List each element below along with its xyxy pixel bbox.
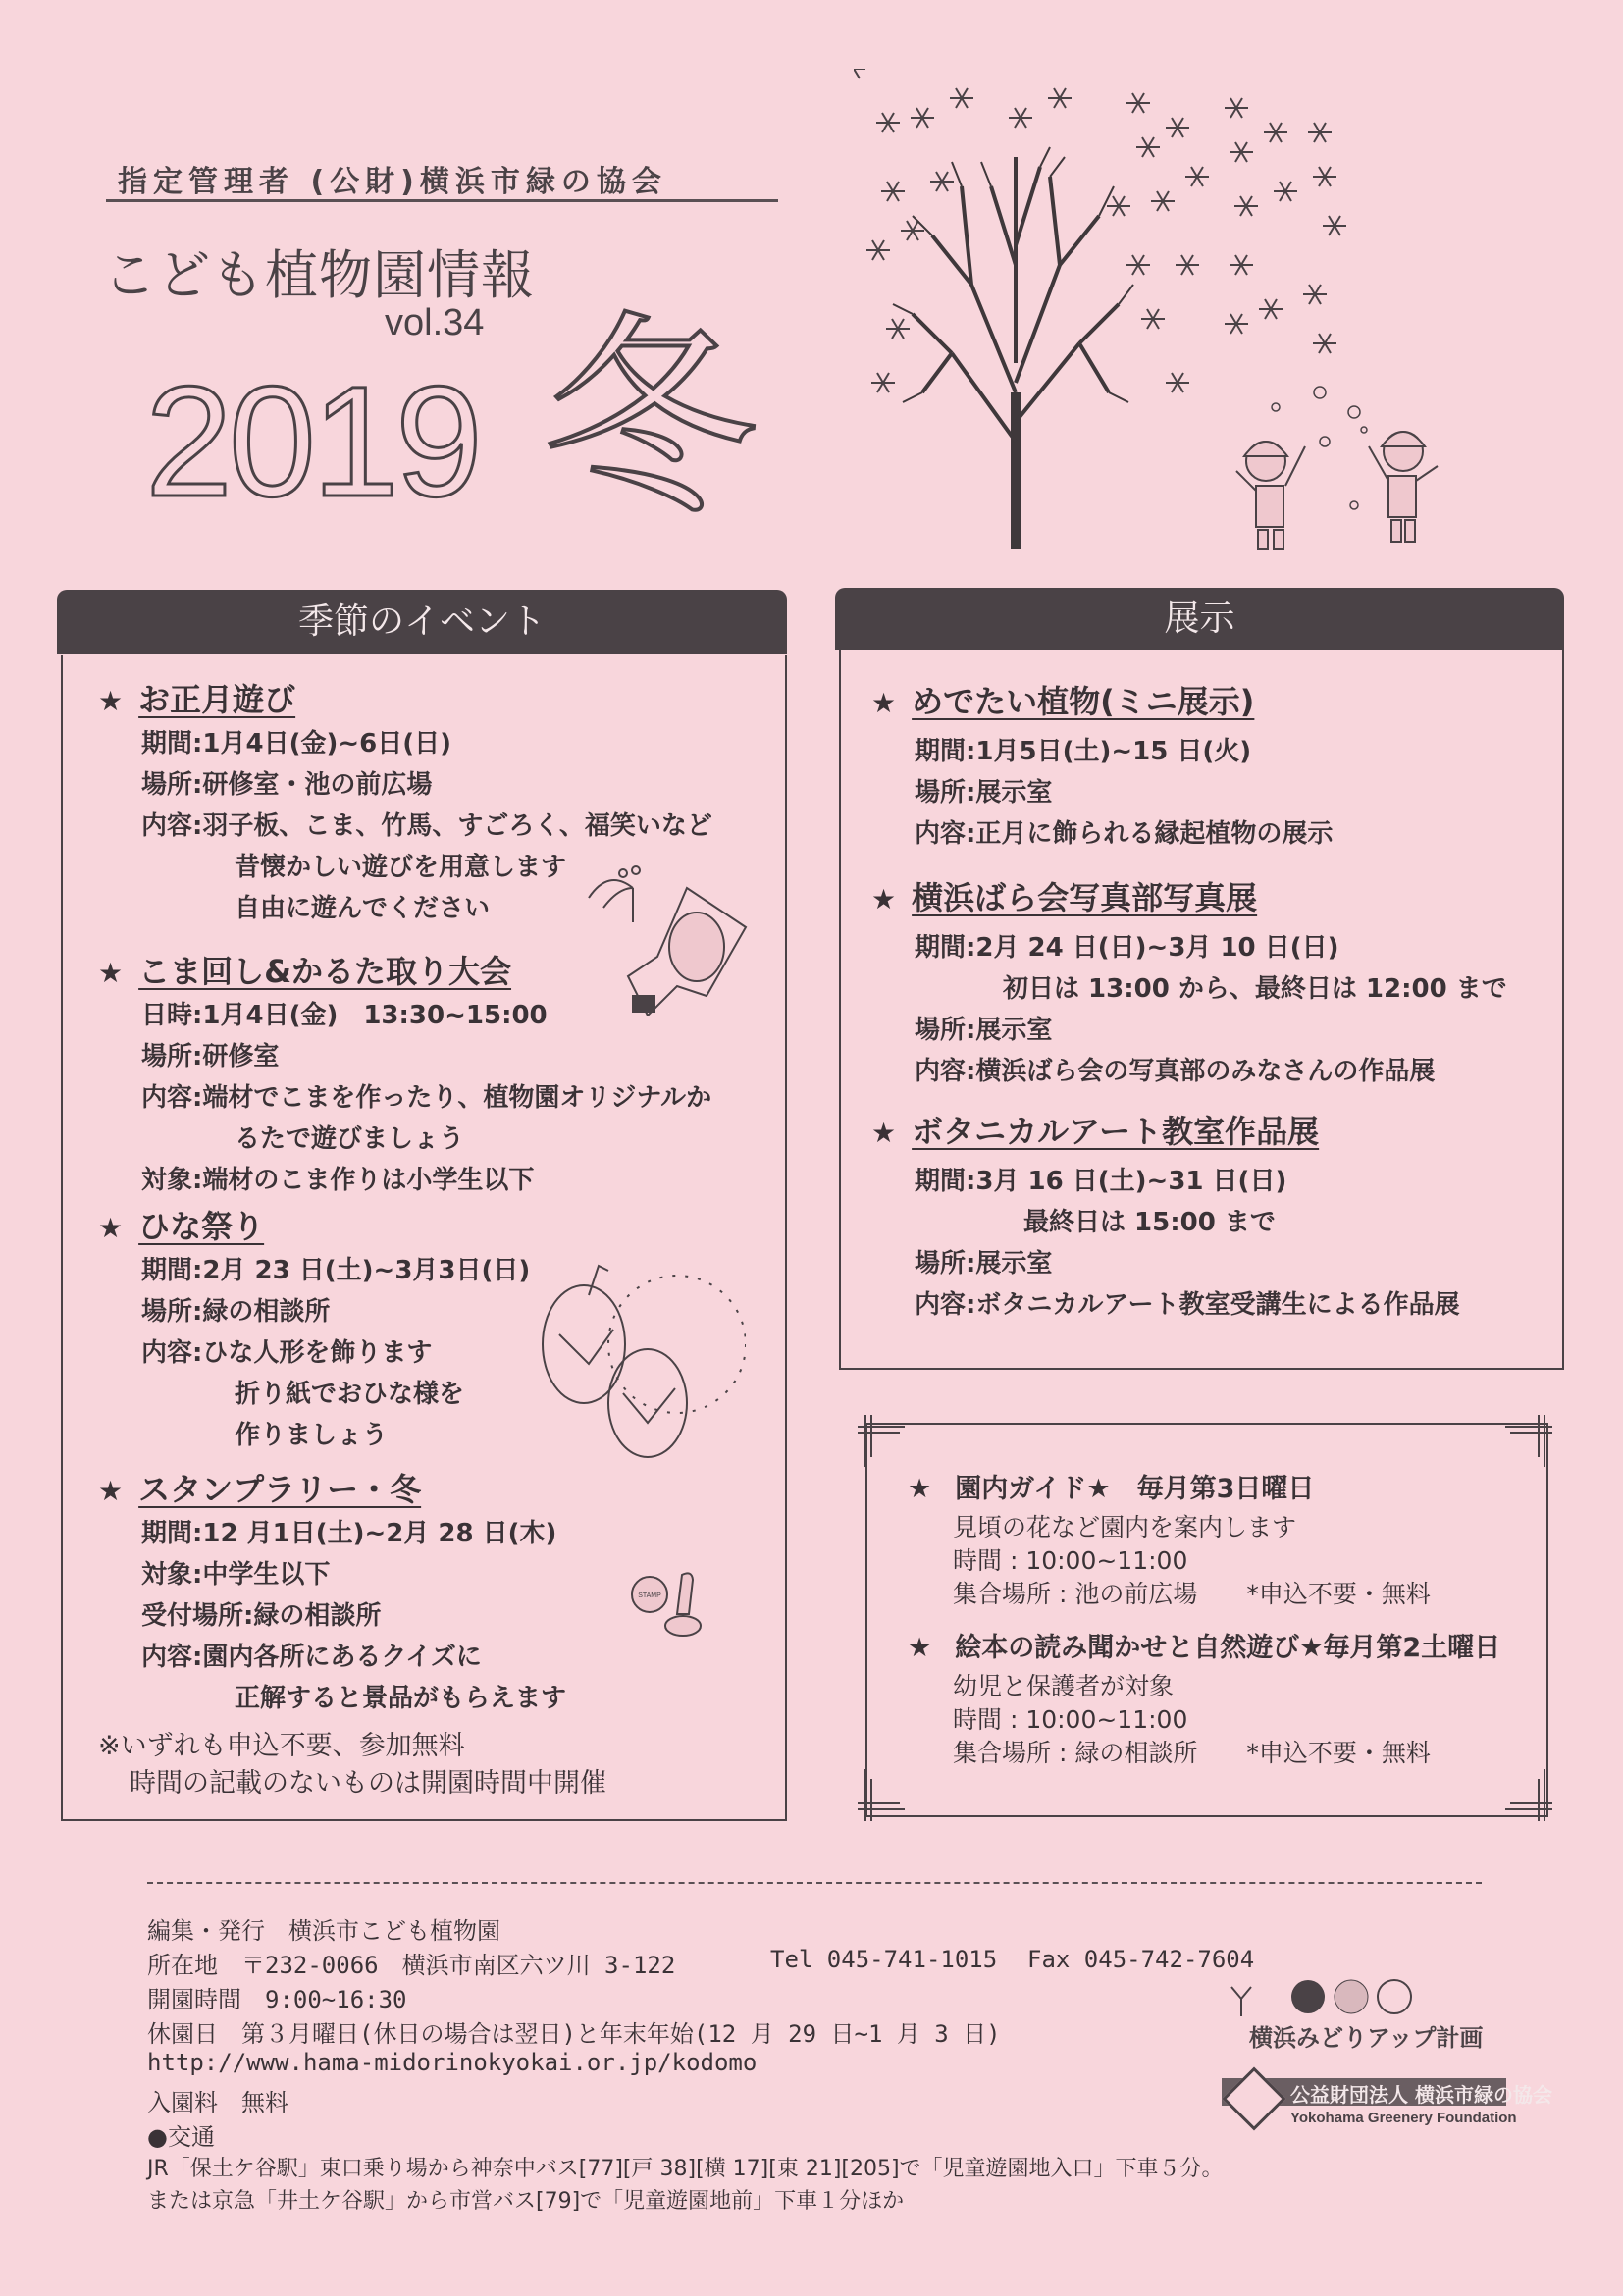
events-section-header: 季節のイベント xyxy=(57,590,787,654)
exhibit-period-note: 最終日は 15:00 まで xyxy=(1023,1208,1276,1237)
event-hina-matsuri xyxy=(98,1202,530,1453)
footer-access-line: または京急「井土ケ谷駅」から市営バス[79]で「児童遊園地前」下車１分ほか xyxy=(147,2189,905,2214)
star-icon: ★ xyxy=(871,1117,897,1149)
guide-description: 見頃の花など園内を案内します xyxy=(953,1513,1297,1541)
guide-description: 幼児と保護者が対象 xyxy=(953,1672,1175,1700)
event-title: お正月遊び xyxy=(138,681,296,718)
event-content: 内容:ひな人形を飾ります xyxy=(141,1338,433,1368)
exhibit-title: めでたい植物(ミニ展示) xyxy=(912,683,1255,720)
guide-meeting-place: 集合場所 : 池の前広場 *申込不要・無料 xyxy=(953,1580,1431,1608)
star-icon: ★ xyxy=(98,685,124,717)
children-illustration xyxy=(1236,432,1438,549)
header-underline xyxy=(106,199,778,202)
winter-tree-illustration xyxy=(854,69,1531,579)
event-koma-karuta xyxy=(98,947,711,1198)
exhibits-section-header: 展示 xyxy=(835,588,1564,650)
event-content: 内容:羽子板、こま、竹馬、すごろく、福笑いなど xyxy=(141,811,712,841)
star-icon: ★ xyxy=(98,1475,124,1507)
event-place: 場所:研修室 xyxy=(141,1042,280,1071)
exhibit-medetai-plants xyxy=(871,677,1333,852)
guide-garden-tour xyxy=(908,1467,1431,1611)
midori-up-emblem-icons xyxy=(1222,1977,1487,2016)
exhibit-content: 内容:正月に飾られる縁起植物の展示 xyxy=(915,819,1334,849)
footer-address: 所在地 〒232-0066 横浜市南区六ツ川 3-122 xyxy=(147,1952,676,1979)
event-stamp-rally xyxy=(98,1465,566,1716)
tree-icon xyxy=(893,147,1133,549)
exhibit-place: 場所:展示室 xyxy=(915,1016,1053,1045)
guide-title: 絵本の読み聞かせと自然遊び★毎月第2土曜日 xyxy=(955,1633,1501,1663)
foundation-name-jp: 公益財団法人 横浜市緑の協会 xyxy=(1290,2083,1552,2107)
exhibit-place: 場所:展示室 xyxy=(915,1249,1053,1278)
exhibit-rose-photo xyxy=(871,873,1507,1089)
event-place: 場所:緑の相談所 xyxy=(141,1297,331,1327)
footer-fax: Fax 045-742-7604 xyxy=(1027,1946,1255,1973)
events-note-line: ※いずれも申込不要、参加無料 xyxy=(98,1731,465,1761)
snowball-icons xyxy=(1272,387,1367,509)
exhibit-period: 期間:3月 16 日(土)~31 日(日) xyxy=(915,1167,1287,1196)
star-icon: ★ xyxy=(908,1474,932,1504)
events-note xyxy=(98,1728,606,1802)
exhibit-period-note: 初日は 13:00 から、最終日は 12:00 まで xyxy=(1003,974,1507,1004)
guide-picture-book xyxy=(908,1626,1500,1770)
star-icon: ★ xyxy=(871,883,897,915)
footer-publisher: 編集・発行 横浜市こども植物園 xyxy=(147,1917,500,1945)
svg-text:STAMP: STAMP xyxy=(638,1592,661,1599)
event-content-cont: 自由に遊んでください xyxy=(235,894,491,923)
footer-closed-days: 休園日 第３月曜日(休日の場合は翌日)と年末年始(12 月 29 日~1 月 3 日) xyxy=(147,2020,1001,2048)
events-note-line: 時間の記載のないものは開園時間中開催 xyxy=(130,1768,606,1799)
organization-label: 指定管理者 (公財)横浜市緑の協会 xyxy=(118,165,667,199)
event-content-cont: 正解すると景品がもらえます xyxy=(235,1684,567,1713)
star-icon: ★ xyxy=(908,1633,932,1663)
exhibit-content: 内容:ボタニカルアート教室受講生による作品展 xyxy=(915,1290,1460,1320)
volume-label: vol.34 xyxy=(385,302,485,343)
event-content-cont: るたで遊びましょう xyxy=(235,1124,465,1154)
footer-admission: 入園料 無料 xyxy=(147,2089,288,2116)
event-place: 場所:研修室・池の前広場 xyxy=(141,770,433,800)
exhibit-period: 期間:2月 24 日(日)~3月 10 日(日) xyxy=(915,933,1339,963)
exhibit-title: ボタニカルアート教室作品展 xyxy=(912,1113,1320,1150)
event-title: スタンプラリー・冬 xyxy=(138,1471,422,1508)
event-period: 期間:2月 23 日(土)~3月3日(日) xyxy=(141,1256,531,1285)
event-title: ひな祭り xyxy=(138,1208,265,1245)
footer-hours: 開園時間 9:00~16:30 xyxy=(147,1986,407,2013)
event-period: 期間:1月4日(金)~6日(日) xyxy=(141,729,451,758)
event-content: 内容:園内各所にあるクイズに xyxy=(141,1643,482,1672)
yokohama-greenery-foundation-logo xyxy=(1222,2072,1552,2133)
star-icon: ★ xyxy=(871,687,897,719)
stamp-icon xyxy=(628,1565,707,1644)
exhibit-period: 期間:1月5日(土)~15 日(火) xyxy=(915,737,1252,766)
midori-up-logo xyxy=(1222,1977,1487,2056)
event-target: 対象:中学生以下 xyxy=(141,1560,331,1590)
newsletter-title: こども植物園情報 xyxy=(103,244,535,306)
event-content: 内容:端材でこまを作ったり、植物園オリジナルか xyxy=(141,1083,712,1113)
guide-time: 時間 : 10:00~11:00 xyxy=(953,1546,1188,1575)
footer-access-line: JR「保土ケ谷駅」東口乗り場から神奈中バス[77][戸 38][横 17][東 21][205]で「児童遊園地入口」下車５分。 xyxy=(147,2157,1224,2181)
footer-divider xyxy=(147,1882,1482,1884)
event-period: 期間:12 月1日(土)~2月 28 日(木) xyxy=(141,1519,557,1548)
event-target: 対象:端材のこま作りは小学生以下 xyxy=(141,1166,535,1195)
event-content-cont: 作りましょう xyxy=(235,1421,389,1450)
foundation-name-en: Yokohama Greenery Foundation xyxy=(1290,2110,1517,2126)
guide-meeting-place: 集合場所 : 緑の相談所 *申込不要・無料 xyxy=(953,1739,1431,1767)
event-content-cont: 折り紙でおひな様を xyxy=(235,1380,465,1409)
guide-time: 時間 : 10:00~11:00 xyxy=(953,1705,1188,1734)
season-label: 冬 xyxy=(542,293,759,545)
footer-url[interactable]: http://www.hama-midorinokyokai.or.jp/kodomo xyxy=(147,2049,758,2076)
event-reception: 受付場所:緑の相談所 xyxy=(141,1601,382,1631)
footer-access-heading: ●交通 xyxy=(147,2123,215,2151)
midori-up-logo-text: 横浜みどりアップ計画 xyxy=(1249,2024,1484,2052)
event-datetime: 日時:1月4日(金) 13:30~15:00 xyxy=(141,1001,548,1030)
exhibit-content: 内容:横浜ばら会の写真部のみなさんの作品展 xyxy=(915,1057,1436,1086)
star-icon: ★ xyxy=(98,957,124,989)
event-content-cont: 昔懐かしい遊びを用意します xyxy=(235,853,567,882)
star-icon: ★ xyxy=(98,1212,124,1244)
exhibit-botanical-art xyxy=(871,1107,1460,1323)
hina-dolls-illustration xyxy=(530,1256,746,1462)
event-title: こま回し&かるた取り大会 xyxy=(138,953,512,990)
exhibit-place: 場所:展示室 xyxy=(915,778,1053,808)
year-label: 2019 xyxy=(145,353,479,529)
footer-tel: Tel 045-741-1015 xyxy=(770,1946,998,1973)
guide-title: 園内ガイド★ 毎月第3日曜日 xyxy=(955,1474,1315,1504)
exhibit-title: 横浜ばら会写真部写真展 xyxy=(912,879,1258,916)
